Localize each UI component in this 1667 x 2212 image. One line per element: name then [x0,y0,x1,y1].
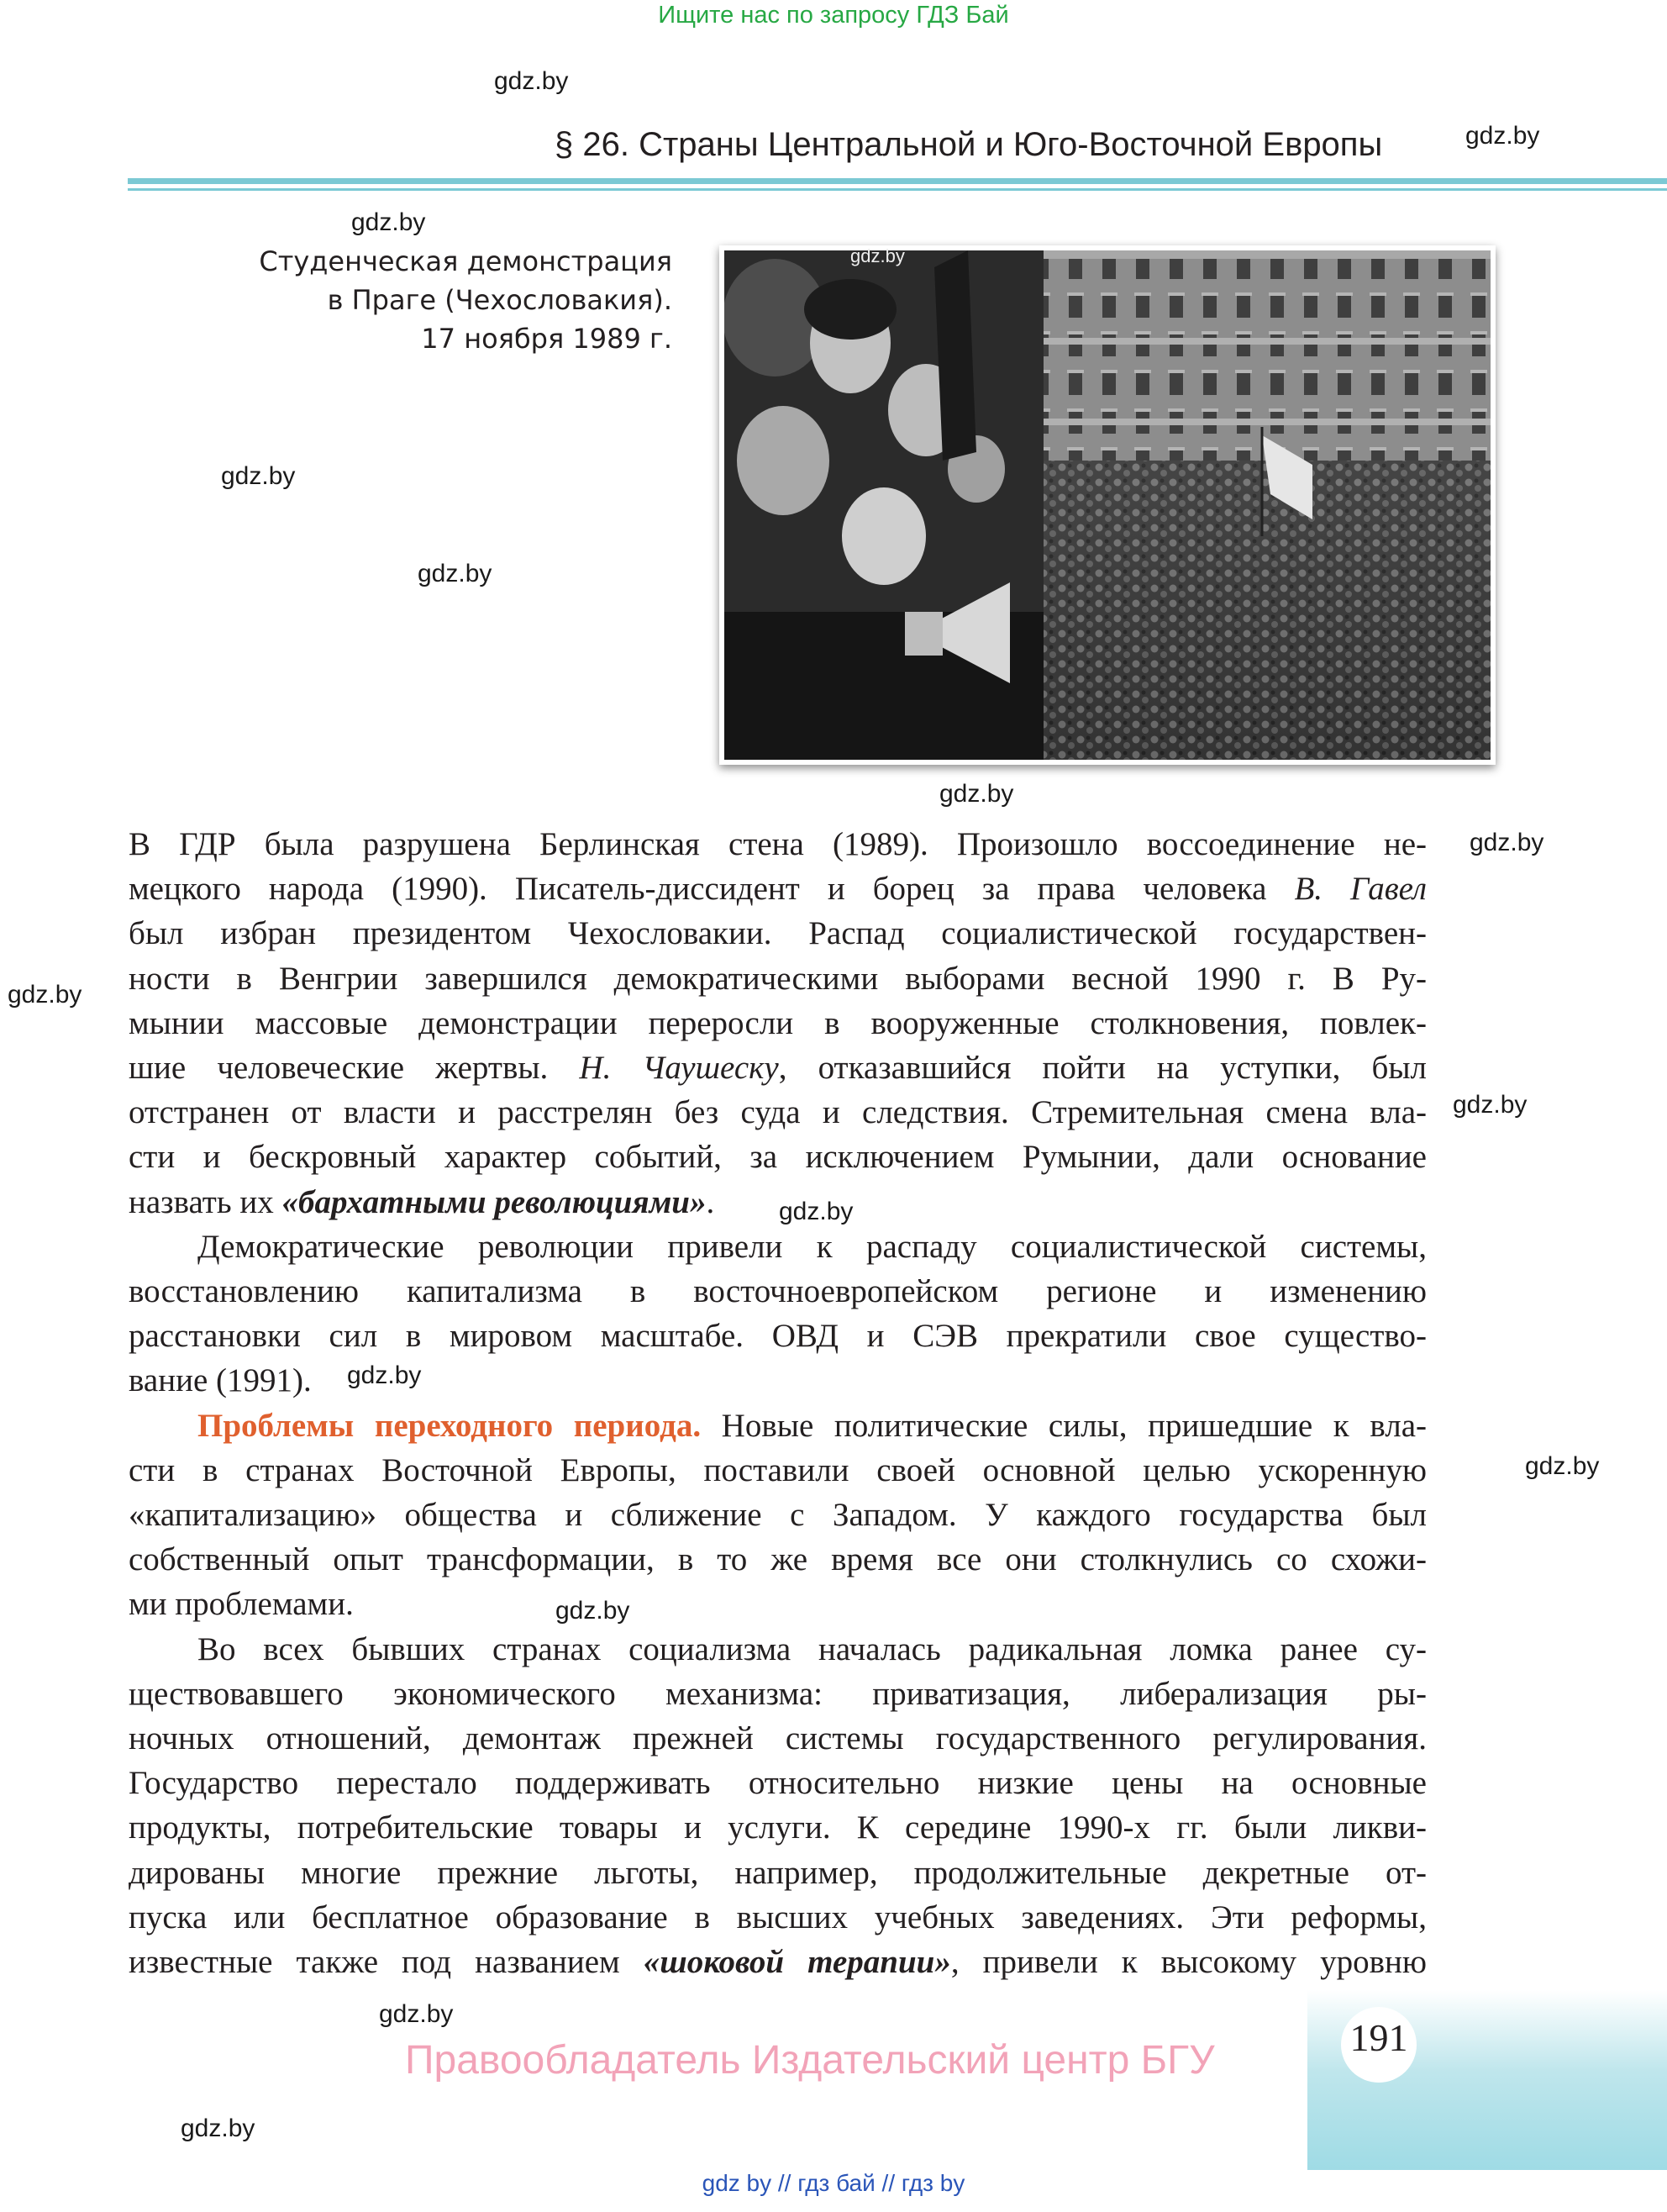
text-line: вание (1991). [129,1362,312,1399]
watermark: gdz.by [181,2115,255,2142]
text-line: ществовавшего экономического механизма: приватизация, либерализация ры- [129,1675,1427,1712]
text-line: сти и бескровный характер событий, за исключением Румынии, дали основание [129,1139,1427,1176]
watermark: gdz.by [1525,1452,1600,1480]
watermark: gdz.by [8,981,82,1009]
text-line: ности в Венгрии завершился демократическими выборами весной 1990 г. В Ру- [129,960,1427,997]
bottom-site-links[interactable]: gdz by // гдз бай // гдз by [702,2170,965,2196]
text-line: отстранен от власти и расстрелян без суда и следствия. Стремительная смена вла- [129,1094,1427,1131]
text-line: Государство перестало поддерживать относительно низкие цены на основные [129,1765,1427,1802]
watermark: gdz.by [494,67,569,95]
paragraph [129,822,1427,1224]
watermark: gdz.by [221,462,296,490]
watermark: gdz.by [939,780,1014,808]
text-line: собственный опыт трансформации, в то же время все они столкнулись со схожи- [129,1541,1427,1578]
text-run: шие человеческие жертвы. [129,1050,580,1087]
text-line [129,1180,1427,1224]
caption-line: 17 ноября 1989 г. [421,323,672,355]
text-run: назвать их [129,1183,282,1220]
text-line [129,1045,1427,1090]
header-rule-thin [128,188,1667,191]
demonstration-photo [719,245,1496,765]
text-line [129,866,1427,911]
person-name: В. Гавел [1294,871,1428,908]
text-line: был избран президентом Чехословакии. Распад социалистической государствен- [129,915,1427,952]
body-text [129,822,1427,1984]
top-search-banner: Ищите нас по запросу ГДЗ Бай [658,2,1009,29]
text-line: мынии массовые демонстрации переросли в вооруженные столкновения, повлек- [129,1004,1427,1041]
text-line: сти в странах Восточной Европы, поставили своей основной целью ускоренную [129,1451,1427,1488]
section-title: § 26. Страны Центральной и Юго-Восточной Европы [555,126,1383,163]
paragraph-heading: Проблемы переходного периода. [197,1407,702,1444]
watermark: gdz.by [379,2000,454,2028]
text-line: восстановлению капитализма в восточноевропейском регионе и изменению [129,1273,1427,1310]
watermark: gdz.by [1470,829,1544,856]
paragraph [129,1224,1427,1404]
watermark: gdz.by [1465,122,1540,150]
key-term: «бархатными революциями» [281,1183,707,1220]
text-run: известные также под названием [129,1944,644,1981]
photo-watermark: gdz.by [850,245,905,266]
watermark: gdz.by [347,1361,422,1389]
text-line: Во всех бывших странах социализма началась радикальная ломка ранее су- [197,1630,1427,1667]
text-line: продукты, потребительские товары и услуги. К середине 1990-х гг. были ликви- [129,1809,1427,1846]
text-run: , привели к высокому уровню [950,1944,1427,1981]
text-line: «капитализацию» общества и сближение с Западом. У каждого государства был [129,1497,1427,1534]
watermark: gdz.by [779,1198,854,1225]
text-line [129,1404,1427,1448]
watermark: gdz.by [555,1597,630,1625]
paragraph [129,1404,1427,1627]
text-line: пуска или бесплатное образование в высших учебных заведениях. Эти реформы, [129,1899,1427,1936]
text-line: расстановки сил в мировом масштабе. ОВД и СЭВ прекратили свое существо- [129,1318,1427,1355]
text-line [129,1940,1427,1984]
caption-line: Студенческая демонстрация [259,245,672,277]
text-run: , отказавшийся пойти на уступки, был [778,1050,1427,1087]
text-run: . [706,1183,715,1220]
figure-caption [259,242,672,358]
text-line: В ГДР была разрушена Берлинская стена (1989). Произошло воссоединение не- [129,826,1427,862]
text-line: ночных отношений, демонтаж прежней системы государственного регулирования. [129,1720,1427,1757]
watermark: gdz.by [351,208,426,236]
page-number: 191 [1349,2016,1408,2059]
watermark: gdz.by [418,560,492,587]
text-line: ми проблемами. [129,1586,354,1623]
text-line: дированы многие прежние льготы, например, продолжительные декретные от- [129,1854,1427,1891]
watermark: gdz.by [1453,1091,1528,1119]
person-name: Н. Чаушеску [579,1050,779,1087]
header-rule [128,178,1667,184]
text-run: Новые политические силы, пришедшие к вла- [701,1407,1427,1444]
caption-line: в Праге (Чехословакия). [327,284,672,316]
text-line: Демократические революции привели к распаду социалистической системы, [197,1228,1427,1265]
paragraph [129,1627,1427,1985]
rights-holder-notice: Правообладатель Издательский центр БГУ [405,2038,1215,2083]
key-term: «шоковой терапии» [643,1944,951,1981]
crowd-photo-image [724,250,1491,760]
text-run: мецкого народа (1990). Писатель-диссидент и борец за права человека [129,871,1295,908]
